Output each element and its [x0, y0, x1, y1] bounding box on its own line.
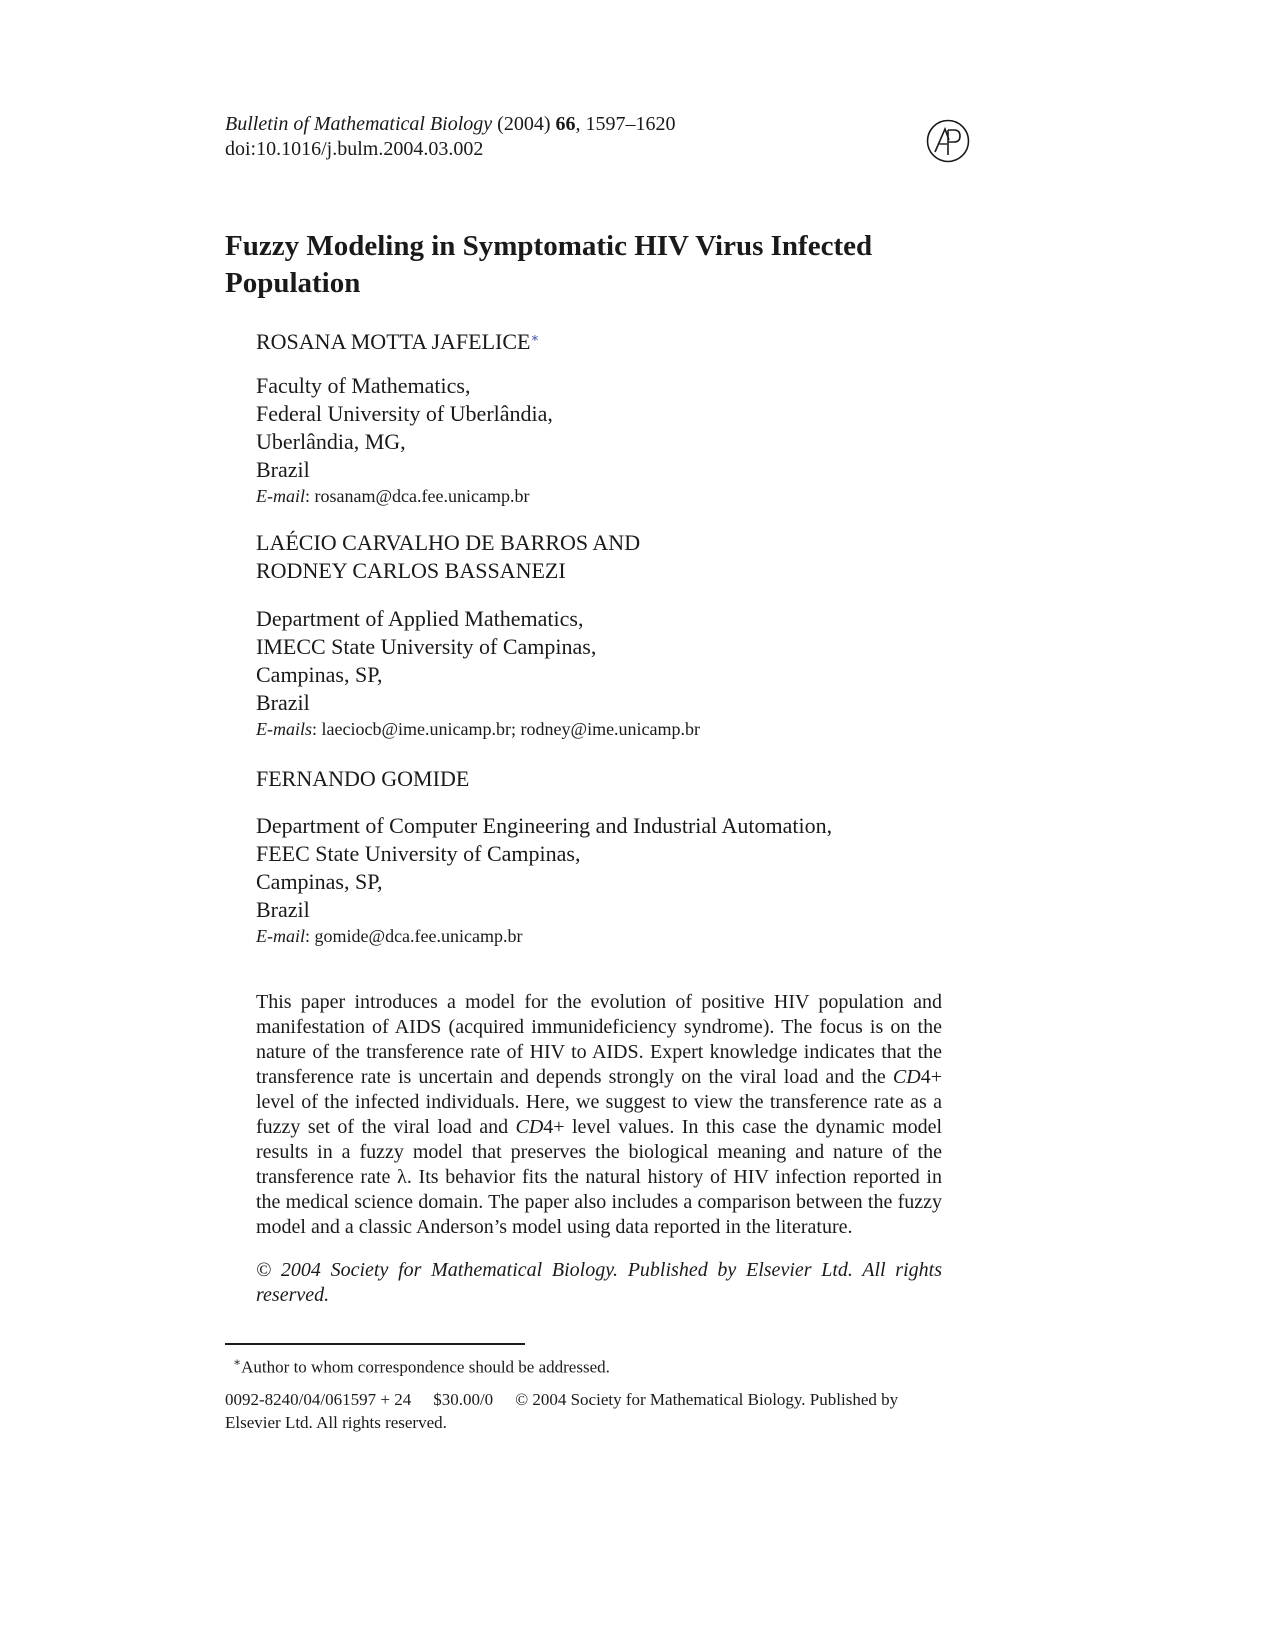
author-affiliation: Department of Computer Engineering and Industrial Automation, FEEC State University of Campinas, Campinas, SP, Brazil — [256, 813, 833, 922]
author-email: E-mail: rosanam@dca.fee.unicamp.br — [256, 486, 530, 506]
author-email: E-mails: laeciocb@ime.unicamp.br; rodney@ime.unicamp.br — [256, 719, 701, 739]
author-name: FERNANDO GOMIDE — [256, 766, 470, 791]
issn-code: 0092-8240/04/061597 + 24 — [225, 1390, 412, 1409]
author-name: LAÉCIO CARVALHO DE BARROS AND RODNEY CARLOS BASSANEZI — [256, 530, 641, 583]
journal-name: Bulletin of Mathematical Biology — [225, 113, 493, 135]
author-affiliation: Department of Applied Mathematics, IMECC State University of Campinas, Campinas, SP, Brazil — [256, 606, 597, 715]
price: $30.00/0 — [433, 1390, 494, 1409]
author-name: ROSANA MOTTA JAFELICE∗ — [256, 329, 540, 354]
author-affiliation: Faculty of Mathematics, Federal University of Uberlândia, Uberlândia, MG, Brazil — [256, 373, 553, 482]
doi: doi:10.1016/j.bulm.2004.03.002 — [225, 138, 484, 160]
author-email: E-mail: gomide@dca.fee.unicamp.br — [256, 926, 523, 946]
footnote-marker[interactable]: ∗ — [530, 330, 540, 345]
footnote: ∗Author to whom correspondence should be addressed. — [233, 1355, 610, 1377]
copyright-notice: © 2004 Society for Mathematical Biology. Published by Elsevier Ltd. All rights reserved. — [256, 1259, 942, 1306]
issn-line: 0092-8240/04/061597 + 24 $30.00/0 © 2004 Society for Mathematical Biology. Published by Elsevier Ltd. All rights reserved. — [225, 1390, 899, 1432]
paper-title: Fuzzy Modeling in Symptomatic HIV Virus Infected Population — [225, 230, 873, 299]
journal-pages: , 1597–1620 — [575, 113, 676, 135]
journal-volume: 66 — [555, 113, 576, 135]
academic-press-logo-icon — [926, 119, 970, 163]
journal-year: (2004) — [497, 113, 551, 135]
publisher-notice: © 2004 Society for Mathematical Biology. Published by — [515, 1390, 899, 1409]
footnote-divider — [225, 1343, 525, 1345]
abstract: This paper introduces a model for the evolution of positive HIV population and manifestation of AIDS (acquired immunideficiency syndrome). The focus is on the nature of the transference rate of HIV to AIDS. Expert knowledge indicates that the transference rate is uncertain and depends strongly on the viral load and the CD4+ level of the infected individuals. Here, we suggest to view the transference rate as a fuzzy set of the viral load and CD4+ level values. In this case the dynamic model results in a fuzzy model that preserves the biological meaning and nature of the transference rate λ. Its behavior fits the natural history of HIV infection reported in the medical science domain. The paper also includes a comparison between the fuzzy model and a classic Anderson’s model using data reported in the literature. — [256, 991, 943, 1238]
journal-citation — [225, 112, 676, 162]
